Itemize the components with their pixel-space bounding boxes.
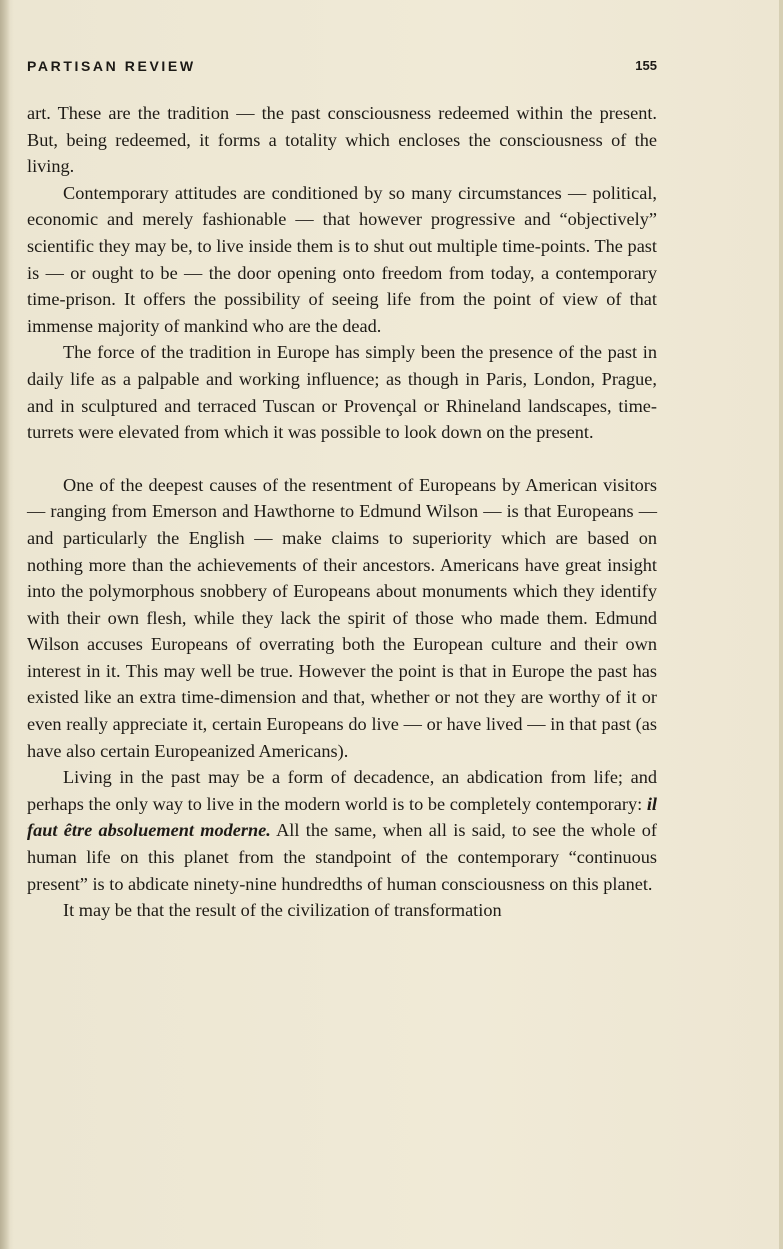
journal-title: PARTISAN REVIEW xyxy=(27,58,196,74)
paragraph: It may be that the result of the civilization of transformation xyxy=(63,900,502,921)
page-number: 155 xyxy=(635,58,657,73)
paragraph: Contemporary attitudes are conditioned by so many circumstances — political, economic and merely fashionable — that however progressive and “objectively” scientific they may be, to live inside them is to shut out multiple time-points. The past is — or ought to be — the door opening onto freedom from today, a contemporary time-prison. It offers the possibility of seeing life from the point of view of that immense majority of mankind who are the dead. xyxy=(27,182,657,336)
paragraph: One of the deepest causes of the resentment of Europeans by American visitors — ranging from Emerson and Hawthorne to Edmund Wilson — is that Europeans — and particularly the English — make claims to superiority which are based on nothing more than the achievements of their ancestors. Americans have great insight into the polymorphous snobbery of Europeans about monuments which they identify with their own flesh, while they lack the spirit of those who made them. Edmund Wilson accuses Europeans of overrating both the European culture and their own interest in it. This may well be true. However the point is that in Europe the past has existed like an extra time-dimension and that, whether or not they are worthy of it or even really appreciate it, certain Europeans do live — or have lived — in that past (as have also certain Europeanized Americans). xyxy=(27,474,657,761)
body-text xyxy=(27,100,657,924)
binding-shadow xyxy=(0,0,10,1249)
paragraph-text: All the same, when all is said, to see the whole of human life on this planet from the standpoint of the contemporary “continuous present” is to abdicate ninety-nine hundredths of human consciousness on this planet. xyxy=(27,820,657,894)
paragraph-text: Living in the past may be a form of decadence, an abdication from life; and perhaps the only way to live in the modern world is to be completely contemporary: xyxy=(27,767,657,814)
paragraph xyxy=(27,764,657,897)
page-edge xyxy=(779,0,783,1249)
paragraph: The force of the tradition in Europe has simply been the presence of the past in daily life as a palpable and working influence; as though in Paris, London, Prague, and in sculptured and terraced Tuscan or Provençal or Rhineland landscapes, time-turrets were elevated from which it was possible to look down on the present. xyxy=(27,342,657,443)
french-quotation: il faut être absoluement moderne. xyxy=(27,793,657,841)
paragraph: art. These are the tradition — the past consciousness redeemed within the present. But, being redeemed, it forms a totality which encloses the consciousness of the living. xyxy=(27,103,657,177)
running-head xyxy=(27,58,657,82)
